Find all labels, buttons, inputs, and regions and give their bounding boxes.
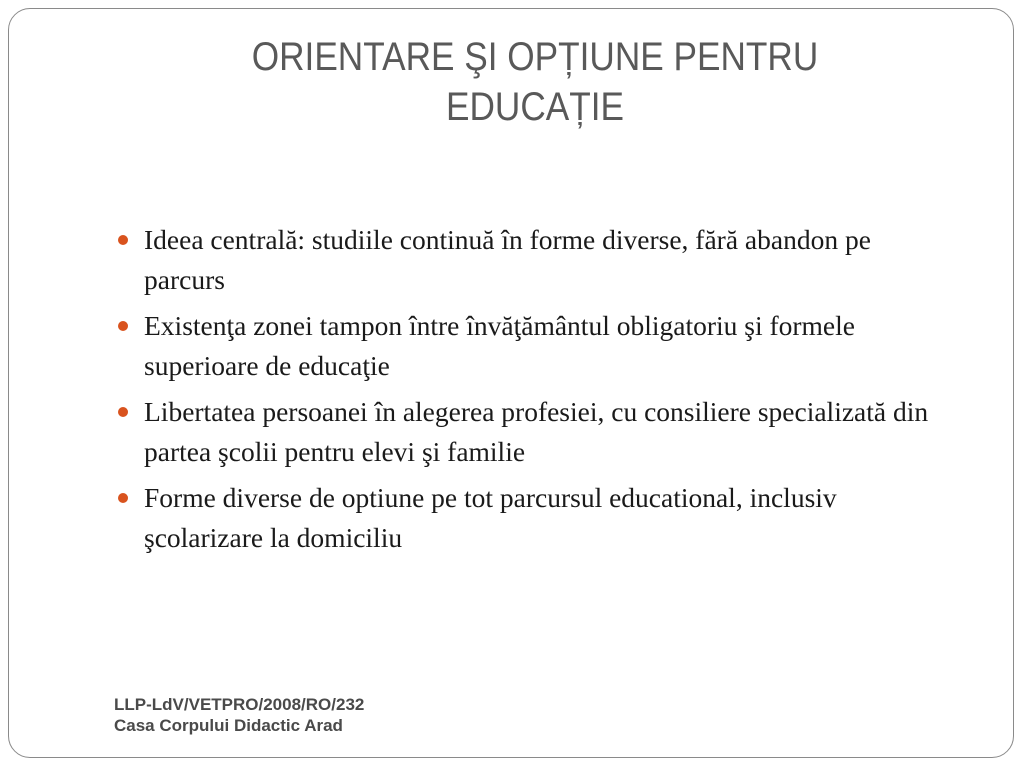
bullet-list bbox=[112, 220, 952, 564]
bullet-text: Ideea centrală: studiile continuă în forme diverse, fără abandon pe parcurs bbox=[144, 224, 871, 295]
bullet-text: Libertatea persoanei în alegerea profesiei, cu consiliere specializată din partea şcolii pentru elevi şi familie bbox=[144, 396, 929, 467]
footer-organization: Casa Corpului Didactic Arad bbox=[114, 716, 343, 735]
bullet-dot-icon bbox=[118, 407, 128, 417]
slide-title-line-1: ORIENTARE ŞI OPȚIUNE PENTRU bbox=[251, 35, 819, 79]
bullet-text: Forme diverse de optiune pe tot parcursul educational, inclusiv şcolarizare la domiciliu bbox=[144, 482, 837, 553]
slide-title-line-2: EDUCAȚIE bbox=[446, 85, 624, 129]
slide-title bbox=[179, 32, 892, 132]
bullet-dot-icon bbox=[118, 493, 128, 503]
bullet-dot-icon bbox=[118, 321, 128, 331]
bullet-item bbox=[112, 306, 952, 386]
bullet-item bbox=[112, 478, 952, 558]
bullet-text: Existenţa zonei tampon între învăţământul obligatoriu şi formele superioare de educaţie bbox=[144, 310, 855, 381]
bullet-item bbox=[112, 220, 952, 300]
slide-footer bbox=[114, 694, 364, 736]
bullet-item bbox=[112, 392, 952, 472]
bullet-dot-icon bbox=[118, 235, 128, 245]
footer-project-code: LLP-LdV/VETPRO/2008/RO/232 bbox=[114, 695, 365, 714]
